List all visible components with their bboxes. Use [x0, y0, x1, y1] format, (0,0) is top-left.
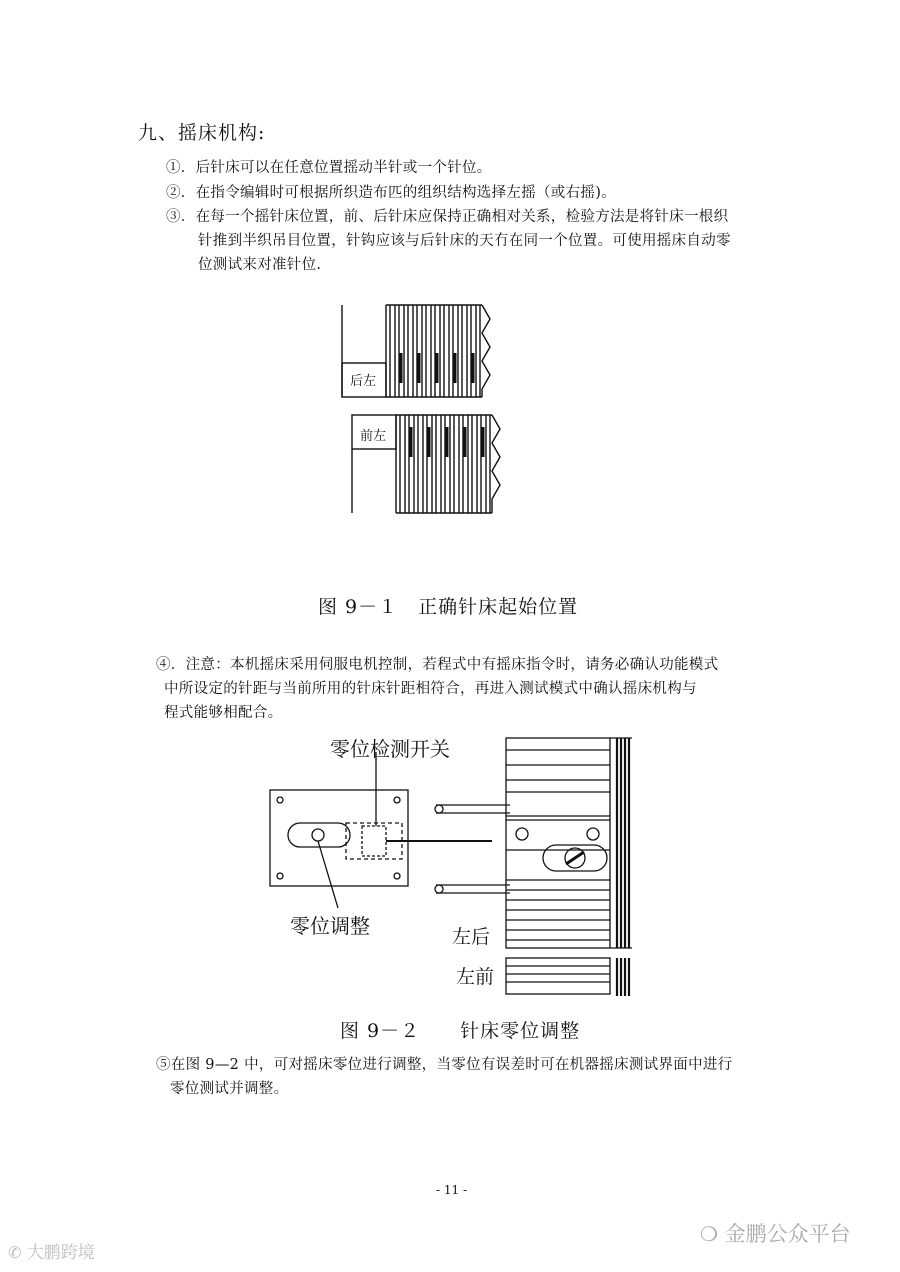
- item-4: [156, 653, 718, 725]
- zero-switch-label: 零位检测开关: [330, 737, 450, 761]
- figure-9-1-caption: 图 9－１ 正确针床起始位置: [318, 596, 579, 618]
- section-heading: 九、摇床机构:: [138, 122, 266, 144]
- figure-9-2-front-label: 左前: [456, 966, 495, 988]
- needle-bed-assembly: [506, 738, 610, 948]
- page-number: - 11 -: [436, 1183, 468, 1197]
- wechat-chat-icon: ❍: [700, 1222, 718, 1246]
- item-4-line-2: 中所设定的针距与当前所用的针床针距相符合，再进入测试模式中确认摇床机构与: [164, 681, 697, 697]
- front-bed: [506, 958, 610, 994]
- figure-9-1-diagram: [330, 295, 530, 520]
- wechat-logo-icon: ✆: [8, 1243, 22, 1262]
- item-3-line-1: ③．在每一个摇针床位置，前、后针床应保持正确相对关系，检验方法是将针床一根织: [166, 209, 729, 225]
- figure-9-2-diagram: [260, 730, 650, 1000]
- watermark-right-text: 金鹏公众平台: [724, 1222, 851, 1246]
- item-2: ②．在指令编辑时可根据所织造布匹的组织结构选择左摇（或右摇)。: [166, 185, 616, 201]
- figure-9-1-back-label: 后左: [350, 374, 377, 389]
- figure-9-1-front-label: 前左: [360, 429, 387, 444]
- item-3-line-3: 位测试来对准针位.: [198, 257, 322, 273]
- zero-adjust-label: 零位调整: [290, 914, 370, 938]
- watermark-left: [8, 1238, 95, 1263]
- item-3-line-2: 针推到半织吊目位置，针钩应该与后针床的天冇在同一个位置。可使用摇床自动零: [198, 233, 731, 249]
- watermark-right: [700, 1218, 851, 1248]
- figure-9-2-caption: 图 9－２ 针床零位调整: [340, 1020, 581, 1042]
- item-5: [156, 1053, 732, 1101]
- item-5-line-2: 零位测试并调整。: [170, 1081, 289, 1097]
- mounting-plate: [270, 790, 408, 886]
- item-4-line-3: 程式能够相配合。: [164, 705, 283, 721]
- figure-9-2-back-label: 左后: [452, 926, 491, 948]
- item-1: ①．后针床可以在任意位置摇动半针或一个针位。: [166, 160, 492, 176]
- item-3: [166, 205, 731, 277]
- watermark-left-text: 大鹏跨境: [26, 1243, 95, 1263]
- item-5-line-1: ⑤在图 9—2 中，可对摇床零位进行调整，当零位有误差时可在机器摇床测试界面中进行: [156, 1057, 733, 1073]
- item-4-line-1: ④．注意：本机摇床采用伺服电机控制，若程式中有摇床指令时，请务必确认功能模式: [156, 657, 719, 673]
